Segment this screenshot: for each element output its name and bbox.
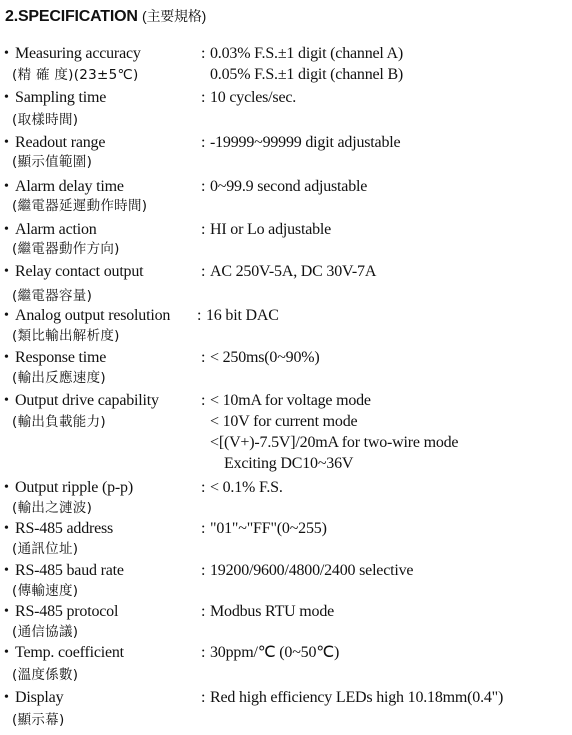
spec-label: Sampling time (15, 89, 107, 106)
spec-label: RS-485 protocol (15, 603, 119, 620)
colon: : (201, 562, 206, 579)
spec-value: <[(V+)-7.5V]/20mA for two-wire mode (210, 434, 459, 451)
spec-label: RS-485 baud rate (15, 562, 124, 579)
bullet: • (4, 179, 9, 194)
colon: : (201, 221, 206, 238)
spec-label-chinese: (傳輸速度) (12, 583, 79, 599)
colon: : (201, 45, 206, 62)
spec-label: Relay contact output (15, 263, 144, 280)
spec-label-chinese: (溫度係數) (12, 667, 79, 683)
spec-value: "01"~"FF"(0~255) (210, 520, 327, 537)
colon: : (201, 89, 206, 106)
colon: : (201, 689, 206, 706)
spec-label: Measuring accuracy (15, 45, 141, 62)
spec-label-chinese: (輸出反應速度) (12, 370, 106, 386)
spec-label: Output drive capability (15, 392, 159, 409)
colon: : (201, 520, 206, 537)
bullet: • (4, 690, 9, 705)
colon: : (201, 479, 206, 496)
spec-label: Display (15, 689, 64, 706)
bullet: • (4, 521, 9, 536)
spec-label: Output ripple (p-p) (15, 479, 133, 496)
spec-label: Readout range (15, 134, 106, 151)
spec-label-chinese: (通訊位址) (12, 541, 79, 557)
bullet: • (4, 393, 9, 408)
bullet: • (4, 480, 9, 495)
bullet: • (4, 563, 9, 578)
bullet: • (4, 90, 9, 105)
colon: : (197, 307, 202, 324)
spec-label: Temp. coefficient (15, 644, 124, 661)
spec-value: Red high efficiency LEDs high 10.18mm(0.4") (210, 689, 504, 706)
spec-value: -19999~99999 digit adjustable (210, 134, 401, 151)
bullet: • (4, 222, 9, 237)
spec-value: 0.05% F.S.±1 digit (channel B) (210, 66, 404, 83)
bullet: • (4, 308, 9, 323)
spec-label: Response time (15, 349, 107, 366)
bullet: • (4, 135, 9, 150)
spec-value: < 0.1% F.S. (210, 479, 283, 496)
spec-value: < 10V for current mode (210, 413, 358, 430)
spec-value: Exciting DC10~36V (224, 455, 354, 472)
spec-label-chinese: (輸出負載能力) (12, 414, 106, 430)
spec-value: < 250ms(0~90%) (210, 349, 320, 366)
spec-label-chinese: (顯示值範圍) (12, 154, 93, 170)
spec-value: Modbus RTU mode (210, 603, 335, 620)
colon: : (201, 178, 206, 195)
section-title: 2.SPECIFICATION (5, 8, 138, 25)
spec-value: < 10mA for voltage mode (210, 392, 371, 409)
spec-label-chinese: (繼電器延遲動作時間) (12, 198, 148, 214)
spec-label-chinese: (取樣時間) (12, 112, 79, 128)
bullet: • (4, 350, 9, 365)
colon: : (201, 349, 206, 366)
colon: : (201, 603, 206, 620)
bullet: • (4, 46, 9, 61)
spec-value: 0~99.9 second adjustable (210, 178, 368, 195)
bullet: • (4, 264, 9, 279)
spec-value: AC 250V-5A, DC 30V-7A (210, 263, 377, 280)
spec-label-chinese: (類比輸出解析度) (12, 328, 120, 344)
spec-label-chinese: (繼電器動作方向) (12, 241, 120, 257)
spec-label-chinese: (繼電器容量) (12, 288, 93, 304)
spec-label: Analog output resolution (15, 307, 171, 324)
colon: : (201, 263, 206, 280)
spec-label-chinese: (通信協議) (12, 624, 79, 640)
colon: : (201, 644, 206, 661)
colon: : (201, 392, 206, 409)
spec-value: 16 bit DAC (206, 307, 279, 324)
bullet: • (4, 604, 9, 619)
spec-label-chinese: (精 確 度)(23±5℃) (12, 67, 139, 83)
spec-value: 19200/9600/4800/2400 selective (210, 562, 414, 579)
spec-label: Alarm action (15, 221, 97, 238)
spec-label: Alarm delay time (15, 178, 124, 195)
spec-value: 0.03% F.S.±1 digit (channel A) (210, 45, 404, 62)
spec-label-chinese: (顯示幕) (12, 712, 65, 728)
section-heading (5, 6, 206, 26)
colon: : (201, 134, 206, 151)
spec-value: 10 cycles/sec. (210, 89, 297, 106)
spec-value: 30ppm/℃ (0~50℃) (210, 644, 340, 661)
spec-label: RS-485 address (15, 520, 114, 537)
bullet: • (4, 645, 9, 660)
section-title-chinese: (主要規格) (141, 8, 207, 24)
spec-label-chinese: (輸出之漣波) (12, 500, 93, 516)
spec-value: HI or Lo adjustable (210, 221, 332, 238)
